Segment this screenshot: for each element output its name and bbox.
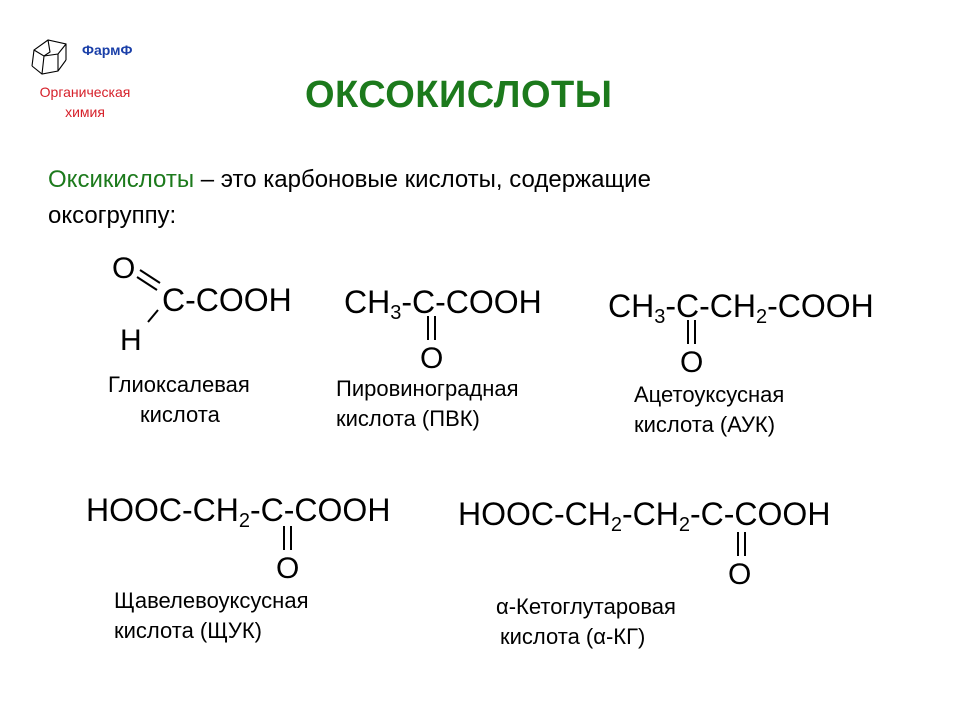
- pyruvic-caption-line-2: кислота (ПВК): [336, 406, 480, 431]
- ketoglutaric-formula: HOOC-$CH_2-CH_2-C$-COOH: [458, 496, 831, 536]
- glyoxylic-formula: C-COOH: [162, 282, 292, 318]
- acetoacetic-formula: $CH_3-C-CH_2$-COOH: [608, 288, 874, 328]
- acetoacetic-caption-line-2: кислота (АУК): [634, 412, 776, 437]
- ketoglutaric-caption-line-1: α-Кетоглутаровая: [496, 594, 676, 619]
- ketoglutaric-caption-line-2: кислота (α-КГ): [500, 624, 646, 649]
- pyruvic-oxygen: O: [420, 342, 444, 375]
- subject-line-1: Органическая: [39, 84, 131, 100]
- page-title: ОКСОКИСЛОТЫ: [305, 74, 613, 116]
- oxaloacetic-formula: HOOC-$CH_2-C$-COOH: [86, 492, 391, 532]
- definition-body: – это карбоновые кислоты, содержащие: [194, 166, 651, 193]
- glyoxylic-oxygen: O: [112, 252, 136, 285]
- oxaloacetic-caption-line-1: Щавелевоуксусная: [114, 588, 309, 613]
- logo-label: ФармФ: [82, 42, 133, 58]
- oxaloacetic-caption-line-2: кислота (ЩУК): [114, 618, 262, 643]
- definition-term: Оксикислоты: [48, 166, 195, 193]
- pyruvic-caption-line-1: Пировиноградная: [336, 376, 519, 401]
- ketoglutaric-oxygen: O: [728, 558, 752, 591]
- acetoacetic-caption-line-1: Ацетоуксусная: [634, 382, 785, 407]
- definition-line-2: оксогруппу:: [48, 202, 177, 229]
- glyoxylic-hydrogen: H: [120, 324, 142, 357]
- subject-line-2: химия: [65, 104, 105, 120]
- acetoacetic-oxygen: O: [680, 346, 704, 379]
- glyoxylic-caption-line-2: кислота: [140, 402, 220, 427]
- glyoxylic-single-bond: [148, 310, 158, 322]
- oxaloacetic-oxygen: O: [276, 552, 300, 585]
- glyoxylic-caption-line-1: Глиоксалевая: [108, 372, 250, 397]
- pyruvic-formula: $CH_3-C$-COOH: [344, 284, 542, 324]
